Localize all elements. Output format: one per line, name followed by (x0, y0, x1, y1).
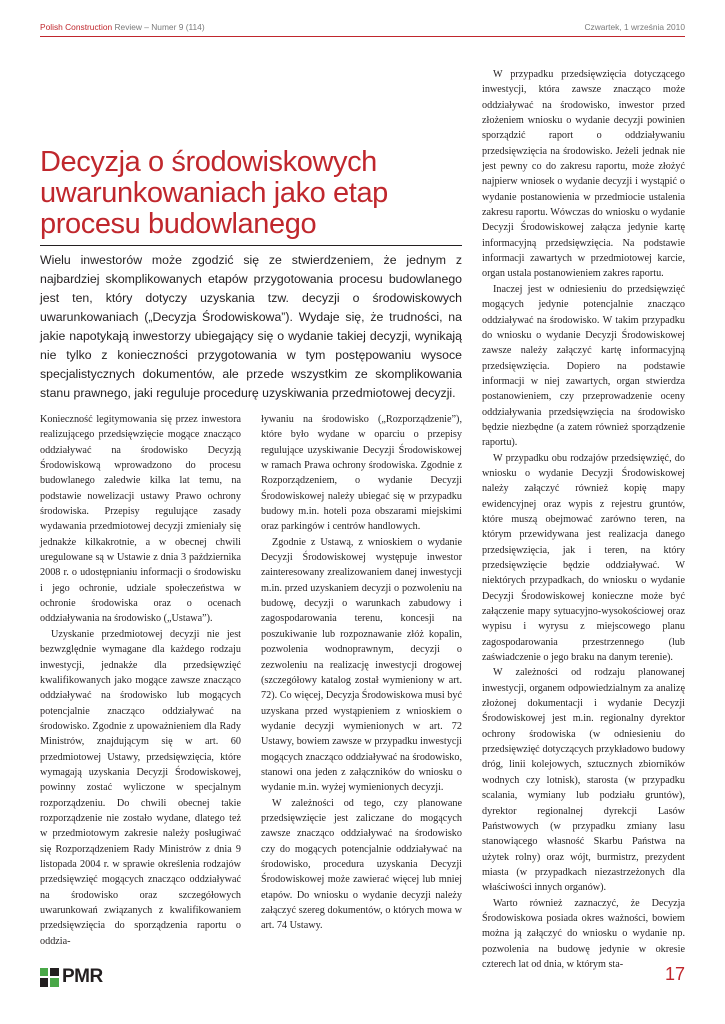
pmr-logo (40, 966, 103, 988)
publication-issue: Review – Numer 9 (114) (112, 22, 205, 32)
body-column-2 (261, 412, 462, 937)
running-header (40, 22, 685, 36)
paragraph: W przypadku obu rodzajów przedsięwzięć, do wniosku o wydanie Decyzji Środowiskowej należy załączyć również kopię mapy ewidencyjnej oraz wypis z rejestru gruntów, które muszą obejmować zarówno teren, na którym przewidywana jest realizacja danego przedsięwzięcia, jak i teren, na który przedsięwzięcie będzie oddziaływać. W niektórych przypadkach, do wniosku o wydanie Decyzji Środowiskowej konieczne może być załączenie mapy sytuacyjno-wysokościowej oraz wypisu i wyrysu z miejscowego planu zagospodarowania przestrzennego (lub zaświadczenie o jego braku na danym terenie). (482, 452, 685, 664)
paragraph: Zgodnie z Ustawą, z wnioskiem o wydanie Decyzji Środowiskowej występuje inwestor zainteresowany zrealizowaniem danej inwestycji m.in. przed uzyskaniem decyzji o pozwoleniu na budowę, decyzji o warunkach zabudowy i zagospodarowania terenu, koncesji na poszukiwanie lub rozpoznawanie złóż kopalin, pozwolenia wodnoprawnym, decyzji o zezwoleniu na realizację inwestycji drogowej (szczegółowy katalog został wymieniony w art. 72). Co więcej, Decyzja Środowiskowa musi być uzyskana przed wystąpieniem z wnioskiem o wydanie decyzji wymienionych w art. 72 Ustawy, bowiem zawsze w przypadku inwestycji mogących znacząco oddziaływać na środowisko, stanowi ona jeden z załączników do wniosku o wydanie m.in. wyżej wymienionych decyzji. (261, 536, 462, 794)
paragraph: W zależności od rodzaju planowanej inwestycji, organem odpowiedzialnym za analizę złożonej dokumentacji i wydanie Decyzji Środowiskowej jest m.in. regionalny dyrektor ochrony środowiska (w odniesieniu do przedsięwzięć dotyczących przykładowo budowy dróg, linii kolejowych, sztucznych zbiorników wodnych czy lotnisk), starosta (w przypadku scalania, wymiany lub podziału gruntów), dyrektor regionalnej dyrekcji Lasów Państwowych (w przypadku zmiany lasu stanowiącego własność Skarbu Państwa na użytek rolny) oraz wójt, burmistrz, prezydent miasta (w przypadkach niezastrzeżonych dla właściwości innych organów). (482, 667, 685, 894)
body-column-1 (40, 412, 241, 947)
pmr-logo-text: PMR (62, 966, 103, 987)
paragraph: Konieczność legitymowania się przez inwestora realizującego przedsięwzięcie mogące znacząco oddziaływać na środowisko Decyzją Środowiskową wprowadzono do procesu budowlanego zaledwie kilka lat temu, na podstawie nowelizacji ustawy Prawo ochrony środowiska. Przepisy regulujące zasady wydawania przedmiotowej decyzji zmieniały się jednakże kilkakrotnie, a w obecnej chwili uregulowane są w Ustawie z dnia 3 października 2008 r. o udostępnianiu informacji o środowisku i jego ochronie, udziale społeczeństwa w ochronie środowiska oraz o ocenach oddziaływania na środowisko („Ustawa”). (40, 414, 241, 625)
paragraph: ływaniu na środowisko („Rozporządzenie”), które było wydane w oparciu o przepisy regulujące uzyskiwanie Decyzji Środowiskowej w ramach Prawa ochrony środowiska. Zgodnie z Rozporządzeniem, o wydanie Decyzji Środowiskowej należy ubiegać się w przypadku budowy m.in. hoteli poza obszarami miejskimi oraz parkingów i centrów handlowych. (261, 414, 462, 533)
header-rule (40, 36, 685, 37)
article-title: Decyzja o środowiskowych uwarunkowaniach jako etap procesu budowlanego (40, 146, 388, 240)
body-column-3 (482, 67, 685, 970)
article-lead: Wielu inwestorów może zgodzić się ze stwierdzeniem, że jednym z najbardziej skomplikowanych etapów przygotowania procesu budowlanego jest ten, który dotyczy uzyskania tzw. decyzji o środowiskowych uwarunkowaniach („Decyzja Środowiskowa”). Wydaje się, że trudności, na jakie napotykają inwestorzy ubiegający się o wydanie takiej decyzji, wynikają nie tylko z konieczności przygotowania w tym postępowaniu wysoce specjalistycznych dokumentów, ale przede wszystkim ze skomplikowania stanu prawnego, jaki reguluje procedurę uzyskiwania przedmiotowej decyzji. (40, 253, 462, 400)
publication-info (40, 22, 205, 32)
title-rule (40, 245, 462, 246)
page-number: 17 (664, 964, 685, 984)
issue-date: Czwartek, 1 września 2010 (584, 22, 685, 32)
paragraph: W zależności od tego, czy planowane przedsięwzięcie jest zaliczane do mogących zawsze znacząco oddziaływać na środowisko czy do mogących potencjalnie oddziaływać na środowisko, procedura uzyskania Decyzji Środowiskowej może zawierać więcej lub mniej etapów. Do wniosku o wydanie decyzji należy załączyć szereg dokumentów, o których mowa w art. 74 Ustawy. (261, 797, 462, 932)
publication-brand: Polish Construction (40, 22, 113, 32)
pmr-logo-icon (40, 968, 59, 987)
paragraph: Inaczej jest w odniesieniu do przedsięwzięć mogących jedynie potencjalnie znacząco oddziaływać na środowisko. W takim przypadku do wniosku o wydanie Decyzji Środowiskowej zawsze należy załączyć kartę informacyjną przedsięwzięcia. Dopiero na podstawie informacji w niej zawartych, organ stwierdza postanowieniem, czy przeprowadzenie oceny oddziaływania przedsięwzięcia na środowisko będzie niezbędne (a zatem również sporządzenie raportu). (482, 283, 685, 449)
paragraph: W przypadku przedsięwzięcia dotyczącego inwestycji, która zawsze znacząco może oddziaływać na środowisko, inwestor przed złożeniem wniosku o wydanie decyzji powinien sporządzić raport o oddziaływaniu przedsięwzięcia na środowisko. Jeżeli jednak nie jest pewny co do zakresu raportu, może złożyć najpierw wniosek o wydanie decyzji i wystąpić o wydanie postanowienia w przedmiocie ustalenia zakresu raportu. Wówczas do wniosku o wydanie Decyzji Środowiskowej załącza jedynie kartę informacyjną przedsięwzięcia. Na podstawie informacji zawartych w przedmiotowej karcie, organ ustala postanowieniem zakres raportu. (482, 69, 685, 280)
paragraph: Uzyskanie przedmiotowej decyzji nie jest bezwzględnie wymagane dla każdego rodzaju inwestycji, jednakże dla przedsięwzięć kwalifikowanych jako mogące zawsze znacząco oddziaływać na środowisko lub mogących potencjalnie znacząco oddziaływać na środowisko. Zgodnie z upoważnieniem dla Rady Ministrów, znajdującym się w art. 60 przedmiotowej Ustawy, przedsięwzięcia, które wymagają uzyskania Decyzji Środowiskowej, powinny zostać wyliczone w specjalnym rozporządzeniu. Do chwili obecnej takie rozporządzenie nie zostało wydane, dlatego też w przedmiotowym zakresie należy posługiwać się Rozporządzeniem Rady Ministrów z dnia 9 listopada 2004 r. w sprawie określenia rodzajów przedsięwzięć mogących znacząco oddziaływać na środowisko oraz szczegółowych uwarunkowań związanych z kwalifikowaniem przedsięwzięcia do sporządzenia raportu o oddzia- (40, 628, 241, 947)
paragraph: Warto również zaznaczyć, że Decyzja Środowiskowa posiada okres ważności, bowiem można ją załączyć do wniosku o wydanie np. pozwolenia na budowę jedynie w okresie czterech lat od dnia, w którym sta- (482, 897, 685, 970)
page-footer (40, 963, 685, 993)
